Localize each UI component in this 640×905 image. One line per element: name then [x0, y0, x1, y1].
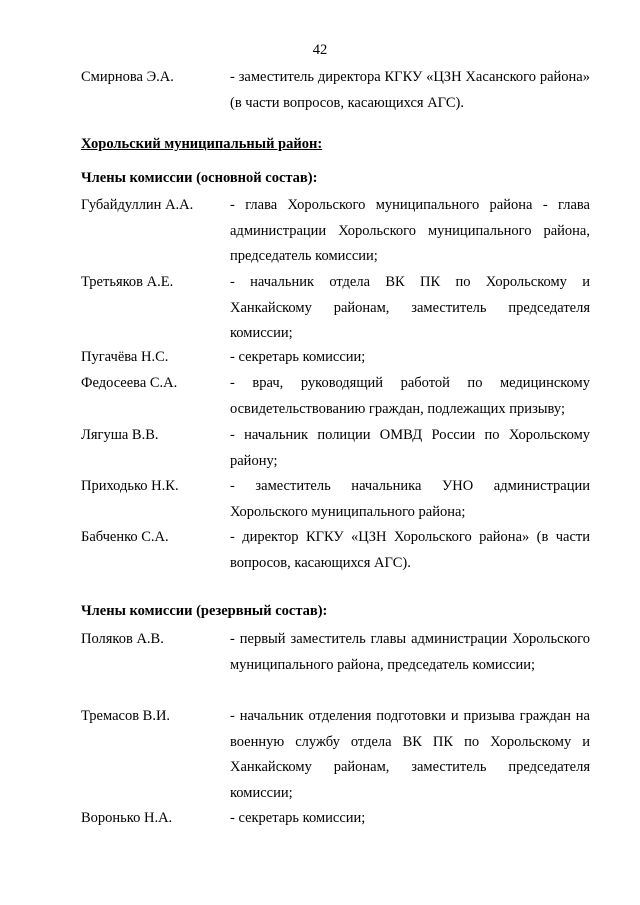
member-role: - глава Хорольского муниципального района - глава администрации Хорольского муниципального района, председатель комиссии;	[230, 197, 590, 265]
main-composition-heading: Члены комиссии (основной состав):	[81, 170, 318, 186]
member-role: - секретарь комиссии;	[230, 810, 366, 826]
member-name: Третьяков А.Е.	[81, 274, 174, 290]
member-role: - врач, руководящий работой по медицинскому освидетельствованию граждан, подлежащих призыву;	[230, 375, 590, 417]
member-role: - начальник отдела ВК ПК по Хорольскому и Ханкайскому районам, заместитель председателя комиссии;	[230, 274, 590, 342]
district-heading: Хорольский муниципальный район:	[81, 136, 323, 152]
page-number: 42	[312, 42, 328, 58]
member-role: - директор КГКУ «ЦЗН Хорольского района» (в части вопросов, касающихся АГС).	[230, 529, 590, 571]
member-name: Федосеева С.А.	[81, 375, 178, 391]
member-name: Приходько Н.К.	[81, 478, 179, 494]
reserve-composition-heading: Члены комиссии (резервный состав):	[81, 603, 328, 619]
member-name: Губайдуллин А.А.	[81, 197, 194, 213]
member-name: Бабченко С.А.	[81, 529, 169, 545]
member-role: - начальник полиции ОМВД России по Хорольскому району;	[230, 427, 590, 469]
member-role: - начальник отделения подготовки и призыва граждан на военную службу отдела ВК ПК по Хорольскому и Ханкайскому районам, заместитель председателя комиссии;	[230, 708, 590, 801]
member-name: Воронько Н.А.	[81, 810, 173, 826]
member-name: Смирнова Э.А.	[81, 69, 174, 85]
member-role: - заместитель директора КГКУ «ЦЗН Хасанского района» (в части вопросов, касающихся АГС).	[230, 69, 590, 111]
member-name: Тремасов В.И.	[81, 708, 171, 724]
member-name: Лягуша В.В.	[81, 427, 159, 443]
member-name: Поляков А.В.	[81, 631, 164, 647]
member-role: - секретарь комиссии;	[230, 349, 366, 365]
member-name: Пугачёва Н.С.	[81, 349, 169, 365]
member-role: - первый заместитель главы администрации Хорольского муниципального района, председатель комиссии;	[230, 631, 590, 673]
member-role: - заместитель начальника УНО администрации Хорольского муниципального района;	[230, 478, 590, 520]
